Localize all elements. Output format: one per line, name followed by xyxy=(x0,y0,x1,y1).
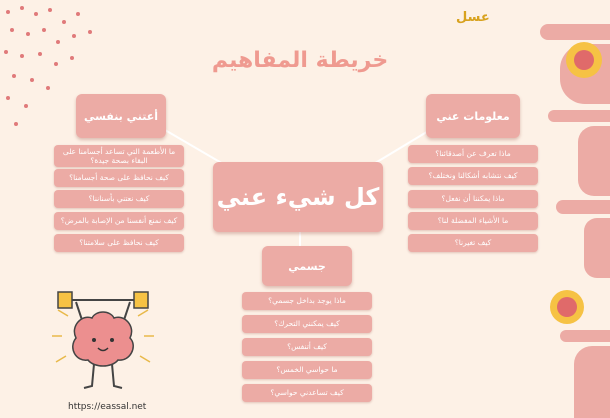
central-concept: كل شيء عني xyxy=(213,162,383,232)
list-item: كيف نحافظ على سلامتنا؟ xyxy=(54,234,184,252)
list-item: ماذا يوجد بداخل جسمي؟ xyxy=(242,292,372,310)
logo: عسل xyxy=(456,10,490,25)
list-item: كيف نمنع أنفسنا من الإصابة بالمرض؟ xyxy=(54,212,184,230)
branch-my-body: جسمي xyxy=(262,246,352,286)
list-item: ما الأطعمة التي تساعد أجسامنا على البقاء بصحة جيدة؟ xyxy=(54,145,184,167)
list-item: كيف نعتني بأسناننا؟ xyxy=(54,190,184,208)
page-title: خريطة المفاهيم xyxy=(211,48,389,73)
list-item: كيف نتشابه أشكالنا ونختلف؟ xyxy=(408,167,538,185)
list-item: كيف تغيرنا؟ xyxy=(408,234,538,252)
footer-url[interactable]: https://eassal.net xyxy=(68,402,147,412)
list-item: كيف نحافظ على صحة أجسامنا؟ xyxy=(54,169,184,187)
list-item: كيف تساعدني حواسي؟ xyxy=(242,384,372,402)
list-item: ماذا يمكننا أن نفعل؟ xyxy=(408,190,538,208)
list-item: ما الأشياء المفضلة لنا؟ xyxy=(408,212,538,230)
list-item: ما حواسي الخمس؟ xyxy=(242,361,372,379)
brain-lifting-weights-icon xyxy=(48,286,158,398)
list-item: ماذا تعرف عن أصدقائنا؟ xyxy=(408,145,538,163)
list-item: كيف يمكنني التحرك؟ xyxy=(242,315,372,333)
list-item: كيف أتنفس؟ xyxy=(242,338,372,356)
branch-about-me: معلومات عني xyxy=(426,94,520,138)
branch-self-care: أعتني بنفسي xyxy=(76,94,166,138)
